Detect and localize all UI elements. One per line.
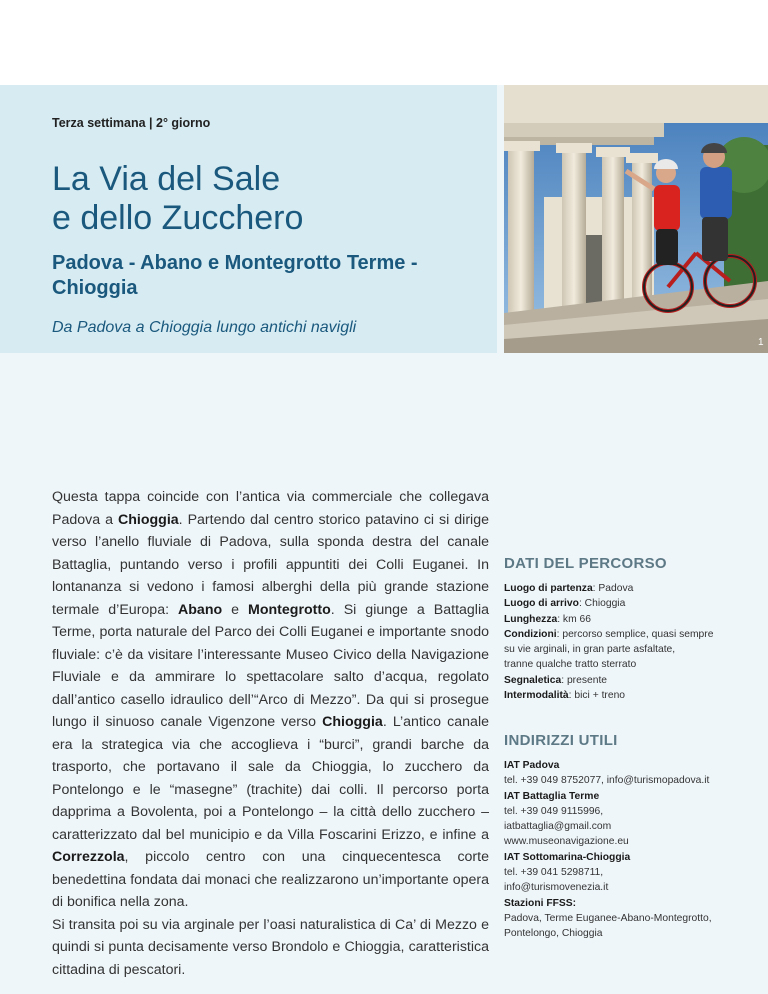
route-subtitle [52, 251, 482, 301]
length-value: : km 66 [557, 613, 591, 625]
place-chioggia: Chioggia [117, 511, 179, 528]
iat-padova-contact: tel. +39 049 8752077, info@turismopadova.it [504, 775, 710, 787]
intermodality-value: : bici + treno [568, 690, 626, 702]
start-value: : Padova [592, 583, 634, 594]
description-paragraph-1 [52, 486, 489, 914]
end-label: Luogo di arrivo [504, 598, 579, 610]
title-line-1: La Via del Sale [52, 160, 281, 198]
subtitle-line-1: Padova - Abano e Montegrotto Terme - [52, 252, 418, 274]
length-label: Lunghezza [504, 613, 558, 625]
text-run: , piccolo centro con una cinquecentesca corte benedettina fondata dai monaci che realizzarono un’importante opera di bonifica nella zona. [52, 849, 489, 910]
route-data-list [504, 581, 754, 703]
page-title [52, 160, 482, 238]
place-abano: Abano [178, 601, 223, 618]
signage-value: : presente [561, 674, 608, 686]
iat-sottomarina-phone: tel. +39 041 5298711, [504, 867, 604, 879]
useful-addresses-heading: INDIRIZZI UTILI [504, 732, 618, 749]
route-description [52, 486, 489, 981]
signage-label: Segnaletica [504, 674, 562, 686]
text-run: e [222, 601, 249, 618]
iat-battaglia-name: IAT Battaglia Terme [504, 790, 600, 802]
useful-addresses-list [504, 758, 754, 942]
signage-row [504, 673, 754, 688]
section-kicker: Terza settimana | 2° giorno [52, 116, 211, 130]
conditions-label: Condizioni [504, 628, 557, 640]
conditions-value: : percorso semplice, quasi sempre [556, 628, 714, 640]
length-row [504, 612, 754, 627]
cyclists-photo [504, 85, 768, 353]
conditions-row [504, 627, 754, 642]
route-data-heading: DATI DEL PERCORSO [504, 555, 667, 572]
iat-padova-name: IAT Padova [504, 760, 560, 771]
place-chioggia: Chioggia [322, 714, 383, 730]
iat-sottomarina-email: info@turismovenezia.it [504, 882, 609, 894]
start-label: Luogo di partenza [504, 583, 593, 594]
text-run: . Partendo dal centro storico patavino ci si dirige verso l’anello fluviale di Padova, sulla sponda destra del canale Battaglia, puntando verso i profili appuntiti dei Colli Euganei. In lontananza si vedono i famosi alberghi della più grande stazione termale d’Europa: [52, 511, 489, 618]
route-tagline: Da Padova a Chioggia lungo antichi navigli [52, 319, 357, 336]
place-montegrotto: Montegrotto [248, 601, 331, 618]
text-run: . Si giunge a Battaglia Terme, porta naturale del Parco dei Colli Euganei e importante snodo fluviale: c’è da visitare l’interessante Museo Civico della Navigazione Fluviale e da ammirare lo spettacolare salto d’acqua, regolato dall’antico casello idraulico dell’“Arco di Mezzo”. Da qui si prosegue lungo il sinuoso canale Vigenzone verso [52, 601, 489, 730]
place-correzzola: Correzzola [52, 849, 125, 865]
iat-battaglia-email: iatbattaglia@gmail.com [504, 821, 612, 833]
conditions-row-cont: su vie arginali, in gran parte asfaltate, [504, 644, 676, 656]
iat-sottomarina-name: IAT Sottomarina-Chioggia [504, 851, 631, 863]
museum-website: www.museonavigazione.eu [504, 836, 629, 848]
end-row [504, 596, 754, 611]
intermodality-row [504, 688, 754, 703]
end-value: : Chioggia [578, 598, 626, 610]
cyclists-illustration [504, 85, 768, 353]
title-line-2: e dello Zucchero [52, 199, 304, 237]
start-row [504, 581, 754, 596]
subtitle-line-2: Chioggia [52, 277, 138, 299]
iat-battaglia-phone: tel. +39 049 9115996, [504, 805, 604, 817]
text-run: . L’antico canale era la strategica via che accoglieva i “burci”, grandi barche da trasporto, che portavano il sale da Chioggia, lo zucchero da Pontelongo e le “masegne” (trachite) dai colli. Il percorso porta dapprima a Bovolenta, poi a Pontelongo – la città dello zucchero – caratterizzato dal bel municipio e da Villa Foscarini Erizzo, e infine a [52, 714, 489, 843]
photo-number: 1 [758, 337, 764, 348]
stations-list-cont: Pontelongo, Chioggia [504, 928, 603, 940]
top-margin [0, 0, 768, 85]
stations-list: Padova, Terme Euganee-Abano-Montegrotto, [504, 912, 712, 924]
stations-label: Stazioni FFSS: [504, 897, 577, 909]
conditions-row-cont: tranne qualche tratto sterrato [504, 659, 637, 671]
description-paragraph-2: Si transita poi su via arginale per l’oasi naturalistica di Ca’ di Mezzo e quindi si punta decisamente verso Brondolo e Chioggia, caratteristica cittadina di pescatori. [52, 916, 489, 978]
text-run: Questa tappa coincide con l’antica via commerciale che collegava Padova a [52, 489, 489, 528]
intermodality-label: Intermodalità [504, 690, 569, 702]
